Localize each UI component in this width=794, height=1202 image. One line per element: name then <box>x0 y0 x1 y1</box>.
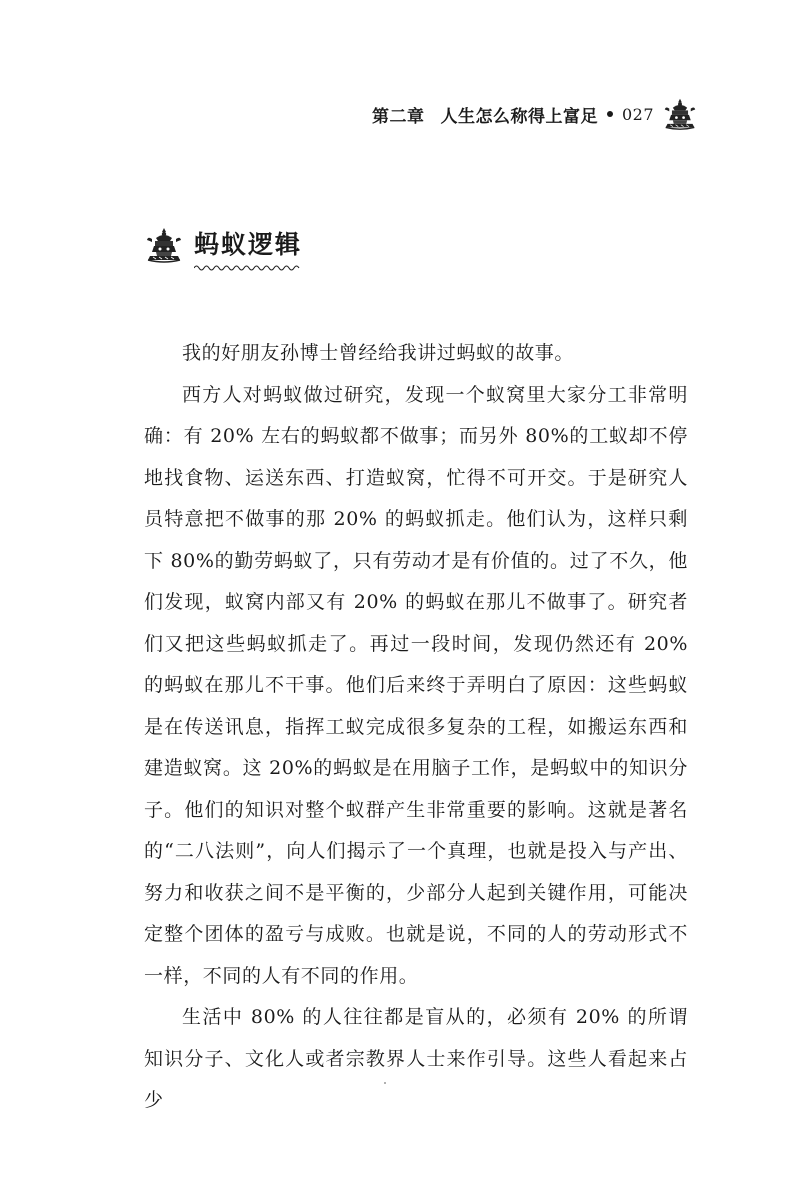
chapter-label: 第二章 <box>371 106 425 127</box>
paragraph: 我的好朋友孙博士曾经给我讲过蚂蚁的故事。 <box>182 342 575 364</box>
chapter-title: 人生怎么称得上富足 <box>440 106 598 127</box>
section-title-wrap <box>194 228 302 262</box>
section-title: 蚂蚁逻辑 <box>194 230 303 259</box>
ornament-icon <box>144 226 184 264</box>
wavy-underline <box>194 264 300 272</box>
running-header <box>372 94 698 134</box>
separator-dot <box>607 111 613 117</box>
ornament-icon <box>662 97 698 131</box>
speck <box>384 1082 386 1084</box>
paragraph: 生活中 80% 的人往往都是盲从的，必须有 20% 的所谓知识分子、文化人或者宗教界人士来作引导。这些人看起来占少 <box>144 1006 688 1111</box>
body-text <box>144 333 688 1122</box>
paragraph: 西方人对蚂蚁做过研究，发现一个蚁窝里大家分工非常明确：有 20% 左右的蚂蚁都不做事；而另外 80%的工蚁却不停地找食物、运送东西、打造蚁窝，忙得不可开交。于是研究人员特意把不做事的那 20% 的蚂蚁抓走。他们认为，这样只剩下 80%的勤劳蚂蚁了，只有劳动才是有价值的。过了不久，他们发现，蚁窝内部又有 20% 的蚂蚁在那儿不做事了。研究者们又把这些蚂蚁抓走了。再过一段时间，发现仍然还有 20% 的蚂蚁在那儿不干事。他们后来终于弄明白了原因：这些蚂蚁是在传送讯息，指挥工蚁完成很多复杂的工程，如搬运东西和建造蚁窝。这 20%的蚂蚁是在用脑子工作，是蚂蚁中的知识分子。他们的知识对整个蚁群产生非常重要的影响。这就是著名的“二八法则”，向人们揭示了一个真理，也就是投入与产出、努力和收获之间不是平衡的，少部分人起到关键作用，可能决定整个团体的盈亏与成败。也就是说，不同的人的劳动形式不一样，不同的人有不同的作用。 <box>144 383 688 987</box>
section-heading <box>144 226 302 264</box>
page-number: 027 <box>621 104 654 124</box>
